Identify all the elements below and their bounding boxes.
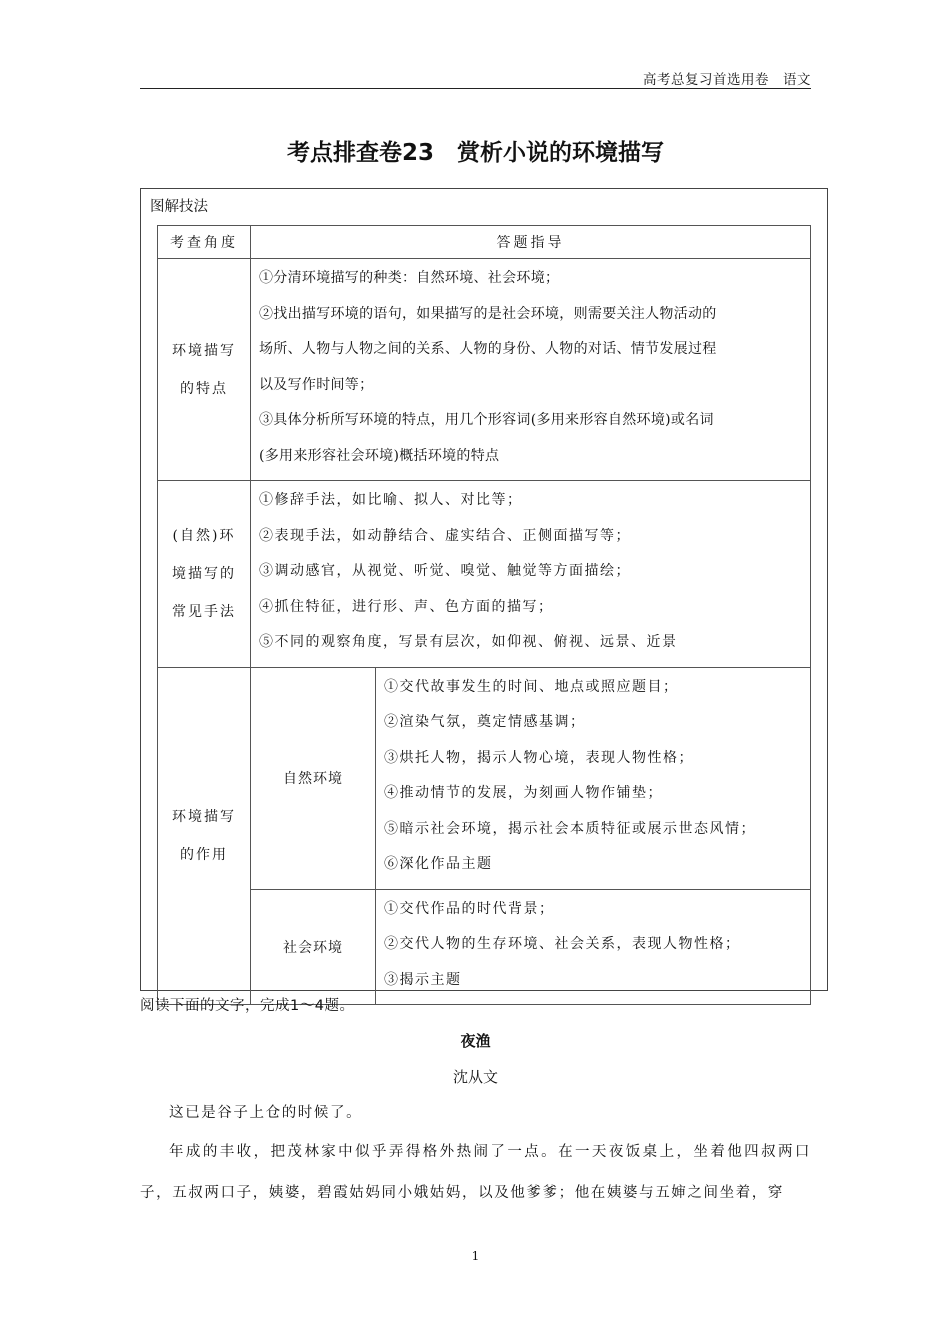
guide-line: ③烘托人物，揭示人物心境，表现人物性格；	[384, 749, 694, 766]
guide-line: 场所、人物与人物之间的关系、人物的身份、人物的对话、情节发展过程	[259, 341, 717, 357]
guide-line: ②交代人物的生存环境、社会关系，表现人物性格；	[384, 936, 741, 952]
guide-line: (多用来形容社会环境)概括环境的特点	[259, 447, 500, 464]
page-header: 高考总复习首选用卷 语文	[643, 72, 811, 88]
header-rule	[140, 88, 811, 89]
guide-line: ③具体分析所写环境的特点，用几个形容词(多用来形容自然环境)或名词	[259, 412, 714, 428]
guide-line: ③揭示主题	[384, 971, 462, 988]
sub-social: 社会环境	[251, 889, 376, 1005]
guide-line: ②找出描写环境的语句，如果描写的是社会环境，则需要关注人物活动的	[259, 305, 717, 322]
reading-instruction: 阅读下面的文字，完成1～4题。	[140, 998, 355, 1014]
angle-line: 的作用	[180, 846, 228, 863]
sub-natural: 自然环境	[251, 667, 376, 889]
guide-line: ④抓住特征，进行形、声、色方面的描写；	[259, 598, 554, 615]
angle-line: (自然)环	[172, 527, 236, 544]
angle-line: 环境描写	[172, 808, 236, 825]
story-paragraph: 这已是谷子上仓的时候了。	[169, 1105, 363, 1121]
guide-natural	[376, 667, 811, 889]
angle-line: 环境描写	[172, 342, 236, 359]
page-title: 考点排查卷23 赏析小说的环境描写	[286, 140, 664, 166]
guide-line: 以及写作时间等；	[259, 376, 374, 393]
guide-line: ①交代作品的时代背景；	[384, 900, 555, 917]
col-header-angle: 考查角度	[158, 226, 251, 259]
guide-line: ④推动情节的发展，为刻画人物作铺垫；	[384, 785, 663, 801]
guide-line: ①分清环境描写的种类：自然环境、社会环境；	[259, 270, 560, 286]
table-row	[158, 889, 811, 1005]
guide-line: ③调动感官，从视觉、听觉、嗅觉、触觉等方面描绘；	[259, 563, 631, 579]
angle-line: 常见手法	[172, 603, 236, 620]
guide-features	[251, 259, 811, 481]
story-paragraph: 年成的丰收，把茂林家中似乎弄得格外热闹了一点。在一天夜饭桌上，坐着他四叔两口子，五叔两口子，姨婆，碧霞姑妈同小娥姑妈，以及他爹爹；他在姨婆与五婶之间坐着，穿	[140, 1144, 811, 1201]
angle-techniques	[158, 481, 251, 668]
angle-effects	[158, 667, 251, 1005]
table-row	[158, 259, 811, 481]
guide-line: ⑤不同的观察角度，写景有层次，如仰视、俯视、远景、近景	[259, 634, 678, 650]
guide-line: ②表现手法，如动静结合、虚实结合、正侧面描写等；	[259, 527, 631, 544]
story-author: 沈从文	[452, 1068, 498, 1086]
col-header-guide: 答题指导	[251, 226, 811, 259]
guide-table	[157, 225, 811, 1005]
guide-social	[376, 889, 811, 1005]
angle-line: 的特点	[180, 380, 228, 397]
guide-line: ①交代故事发生的时间、地点或照应题目；	[384, 678, 679, 695]
guide-techniques	[251, 481, 811, 668]
guide-line: ⑤暗示社会环境，揭示社会本质特征或展示世态风情；	[384, 820, 756, 837]
page-number: 1	[471, 1249, 480, 1263]
angle-line: 境描写的	[172, 565, 236, 582]
angle-features	[158, 259, 251, 481]
table-header-row	[158, 226, 811, 259]
story-title: 夜渔	[460, 1032, 491, 1050]
guide-line: ⑥深化作品主题	[384, 856, 493, 872]
table-row	[158, 481, 811, 668]
guide-line: ②渲染气氛，奠定情感基调；	[384, 714, 586, 730]
guide-line: ①修辞手法，如比喻、拟人、对比等；	[259, 492, 523, 508]
table-row	[158, 667, 811, 889]
box-label: 图解技法	[150, 199, 208, 215]
